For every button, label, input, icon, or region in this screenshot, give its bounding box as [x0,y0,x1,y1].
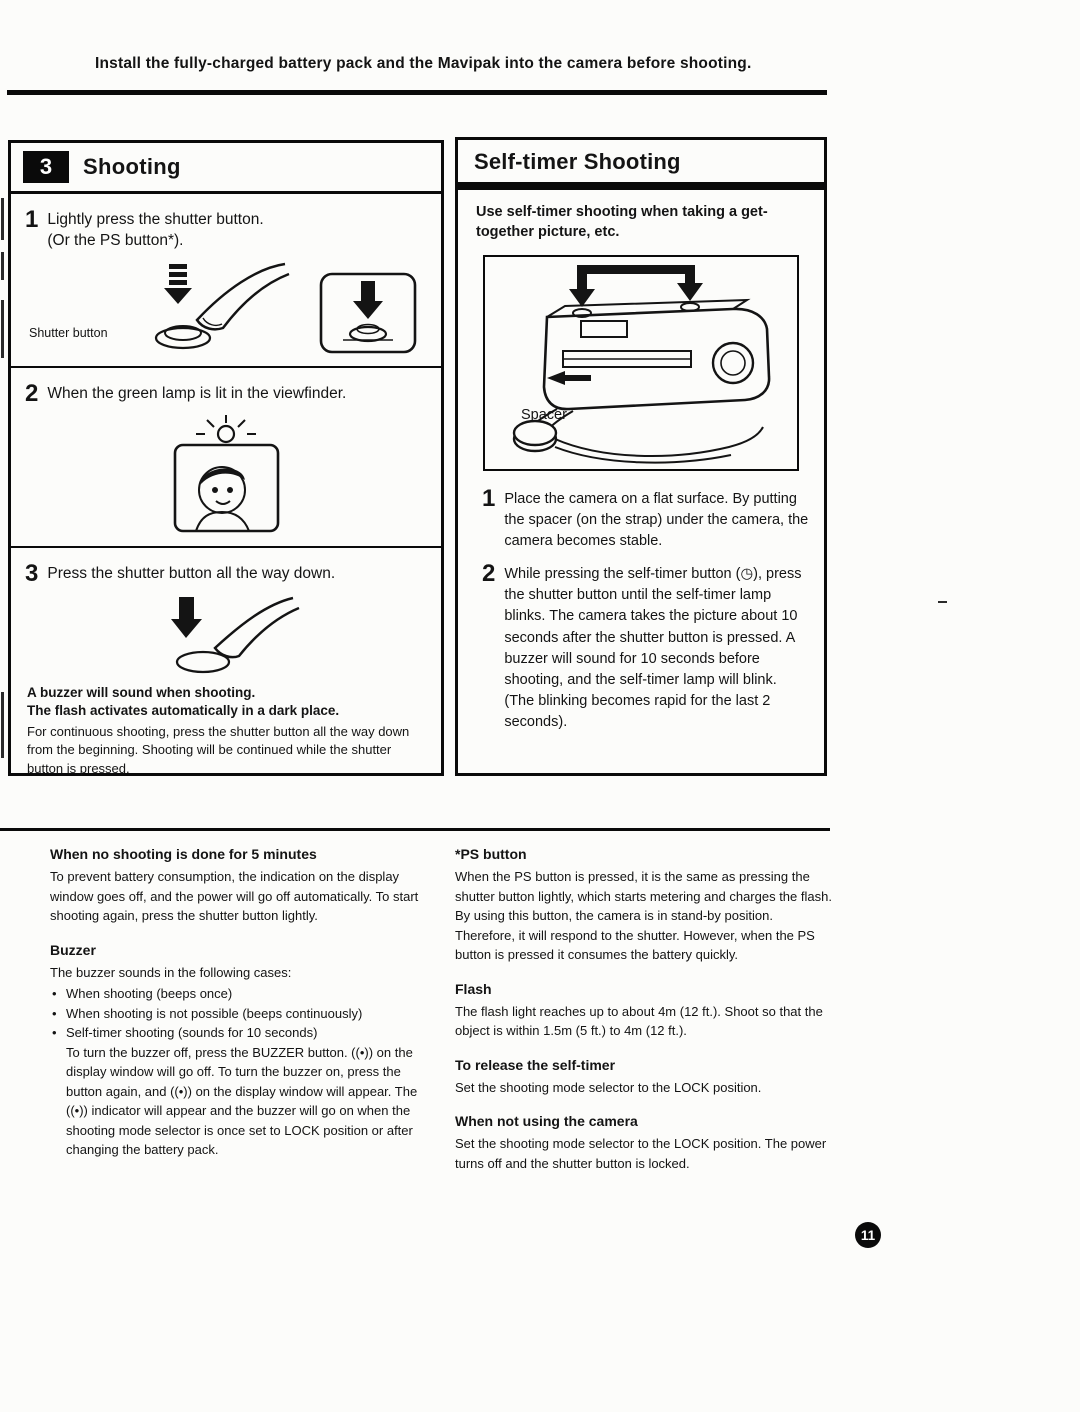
scan-artifact [1,198,4,240]
shooting-notes [11,678,441,778]
finger-press-shutter-icon [133,258,293,354]
note-heading: To release the self-timer [455,1056,616,1073]
flash-note: The flash activates automatically in a dark place. [27,703,340,719]
step-number: 2 [482,560,496,588]
spacer-disc-icon [514,421,556,451]
step-text-line: (Or the PS button*). [47,231,184,249]
selftimer-section [455,137,827,776]
note-heading: Flash [455,980,492,997]
step-number: 3 [25,560,39,588]
note-intro: The buzzer sounds in the following cases: [50,964,292,980]
note-body: To prevent battery consumption, the indication on the display window goes off, and the power will go off automatically. To start shooting again, press the shutter button lightly. [50,869,419,923]
selftimer-step-1 [458,477,824,552]
list-item: • When shooting is not possible (beeps continuously) [52,1004,440,1024]
continuous-shooting-note: For continuous shooting, press the shutter button all the way down from the beginning. Shooting will be continued while the shutter button is pressed. [27,723,410,776]
scan-artifact [1,252,4,280]
note-body: Set the shooting mode selector to the LOCK position. The power turns off and the shutter button is locked. [455,1136,827,1171]
selftimer-title: Self-timer Shooting [474,149,681,174]
viewfinder-illustration [11,410,441,538]
finger-full-press-icon [151,594,301,676]
step-number: 2 [25,379,39,407]
note-body: The flash light reaches up to about 4m (12 ft.). Shoot so that the object is within 1.5m (5 ft.) to 4m (12 ft.). [455,1003,823,1038]
note-body: When the PS button is pressed, it is the same as pressing the shutter button lightly, which starts metering and charges the flash. By using this button, the camera is in stand-by position. Therefore, it will respond to the shutter. However, when the PS button is pressed it consumes the battery quickly. [455,869,832,962]
section-divider-rule [0,828,830,831]
step-text-line: Press the shutter button all the way down. [47,565,336,583]
camera-spacer-illustration [483,255,799,471]
step-text: While pressing the self-timer button (◷), press the shutter button until the self-timer lamp blinks. The camera takes the picture about 10 seconds after the shutter button is pressed. A buzzer will sound for 10 seconds before shooting, and the self-timer lamp will blink. (The blinking becomes rapid for the last 2 seconds). [504,566,802,731]
shooting-title: Shooting [83,154,181,179]
selftimer-step-2 [458,552,824,733]
section-number-badge: 3 [23,151,69,183]
scan-artifact [1,300,4,358]
note-heading: Buzzer [50,941,96,958]
selftimer-intro: Use self-timer shooting when taking a get-together picture, etc. [476,204,768,241]
note-body: Set the shooting mode selector to the LOCK position. [455,1079,762,1095]
notes-right-column [455,846,833,1189]
note-heading: *PS button [455,846,527,862]
dashed-down-arrow-icon [164,264,192,304]
shooting-section [8,140,444,776]
buzzer-cases-list [52,984,440,1043]
step-text: Place the camera on a flat surface. By putting the spacer (on the strap) under the camera, the camera becomes stable. [504,490,809,549]
step-text-line: Lightly press the shutter button. [47,211,264,228]
scan-artifact [1,692,4,758]
shutter-press-illustration [11,256,441,358]
viewfinder-green-lamp-icon [160,414,292,536]
header-rule [7,90,827,95]
list-item: • When shooting (beeps once) [52,984,440,1004]
note-heading: When not using the camera [455,1113,638,1129]
page-header-note: Install the fully-charged battery pack and the Mavipak into the camera before shooting. [95,55,752,72]
step-number: 1 [482,484,496,512]
title-black-bar [458,182,824,190]
spacer-label: Spacer [521,406,567,423]
buzzer-note: A buzzer will sound when shooting. [27,685,256,701]
shooting-title-row [11,143,441,194]
step-text-line: When the green lamp is lit in the viewfinder. [47,384,347,402]
page-number-badge: 11 [855,1222,881,1248]
scan-artifact [938,601,947,603]
note-body: To turn the buzzer off, press the BUZZER button. ((•)) on the display window will go off. To turn the buzzer on, press the button again, and ((•)) on the display window will appear. The ((•)) indicator will appear and the buzzer will go on when the shooting mode selector is once set to LOCK position or after changing the battery pack. [66,1044,418,1157]
notes-left-column [50,846,440,1176]
shooting-step-1 [11,194,441,256]
press-buttons-arrows-icon [569,265,703,307]
full-press-illustration [11,590,441,678]
step-number: 1 [25,206,39,233]
shooting-step-3 [11,548,441,590]
solid-down-arrow-icon [171,597,202,638]
shooting-step-2 [11,368,441,410]
shutter-button-label: Shutter button [29,325,108,340]
list-item: • Self-timer shooting (sounds for 10 seconds) [52,1023,440,1043]
camera-with-strap-icon [485,257,797,469]
press-button-box-icon [319,272,417,354]
note-heading: When no shooting is done for 5 minutes [50,846,317,862]
